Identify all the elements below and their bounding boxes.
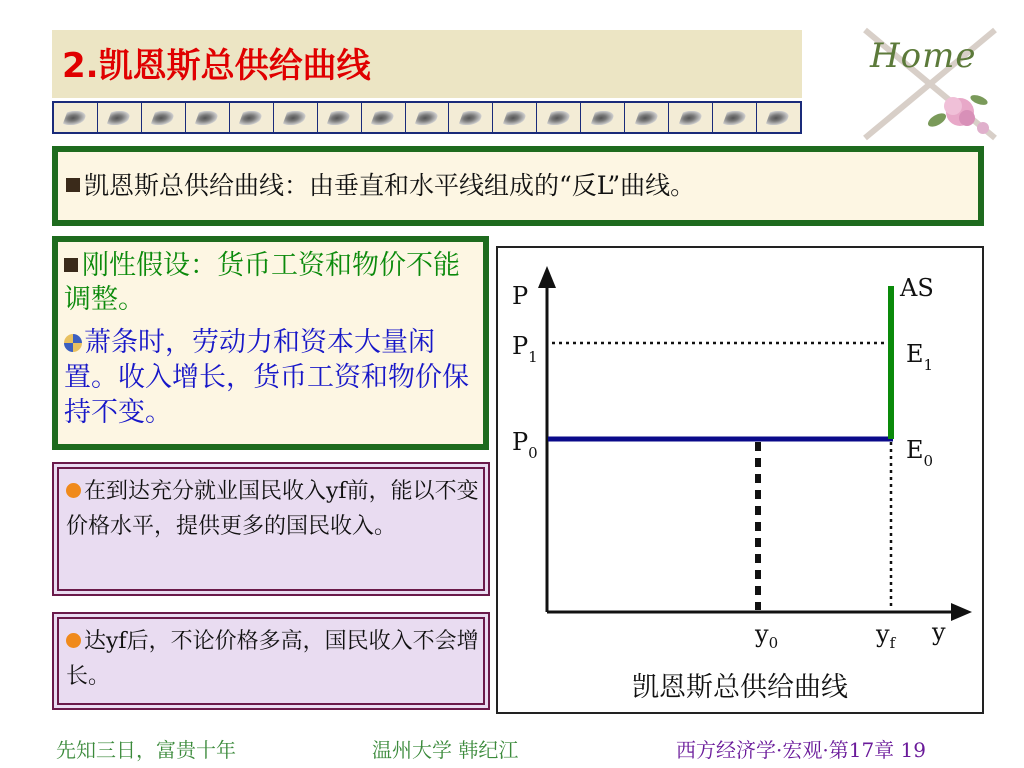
square-bullet-icon: [66, 178, 80, 192]
e0-main: E: [906, 436, 924, 464]
nav-cell[interactable]: [493, 103, 537, 132]
bird-icon: [63, 111, 88, 125]
depression-text: [64, 325, 484, 430]
y-axis-label: P: [512, 282, 529, 310]
footer-motto: 先知三日，富贵十年: [56, 738, 236, 762]
nav-cell[interactable]: [757, 103, 800, 132]
nav-cell[interactable]: [713, 103, 757, 132]
bird-icon: [327, 111, 352, 125]
slide-title: 2.凯恩斯总供给曲线: [62, 46, 371, 86]
bird-icon: [766, 111, 791, 125]
bird-icon: [722, 111, 747, 125]
nav-cell[interactable]: [274, 103, 318, 132]
as-curve-label: AS: [900, 274, 934, 302]
y-axis-arrow-icon: [538, 266, 556, 288]
square-bullet-icon: [64, 258, 78, 272]
p0-main: P: [512, 428, 529, 456]
note-label-1: 在到达充分就业国民收入yf前，能以不变价格水平，提供更多的国民收入。: [66, 479, 479, 539]
x-axis-arrow-icon: [951, 603, 972, 621]
nav-cell[interactable]: [186, 103, 230, 132]
x-axis-label: y: [932, 618, 946, 646]
globe-bullet-icon: [64, 334, 82, 352]
bird-icon: [634, 111, 659, 125]
bird-icon: [590, 111, 615, 125]
bird-icon: [414, 111, 439, 125]
depression-label: 萧条时，劳动力和资本大量闲置。收入增长，货币工资和物价保持不变。: [64, 327, 469, 428]
bird-icon: [151, 111, 176, 125]
yf-sub: f: [889, 634, 896, 652]
e1-label: [906, 340, 933, 374]
note-label-2: 达yf后，不论价格多高，国民收入不会增长。: [66, 629, 479, 689]
dot-bullet-icon: [66, 483, 81, 498]
footer-author: 温州大学 韩纪江: [372, 738, 519, 762]
bird-icon: [458, 111, 483, 125]
p1-label: [512, 332, 538, 366]
bird-icon: [546, 111, 571, 125]
as-chart: [496, 246, 984, 714]
bird-icon: [239, 111, 264, 125]
rose-icon: [926, 93, 989, 134]
nav-cell[interactable]: [98, 103, 142, 132]
p0-label: [512, 428, 538, 462]
p1-main: P: [512, 332, 529, 360]
yf-label: [875, 620, 897, 652]
chart-title: 凯恩斯总供给曲线: [632, 672, 848, 703]
nav-cell[interactable]: [449, 103, 493, 132]
nav-cell[interactable]: [142, 103, 186, 132]
y0-sub: 0: [768, 634, 779, 652]
bird-icon: [195, 111, 220, 125]
bird-icon: [107, 111, 132, 125]
bird-icon: [678, 111, 703, 125]
nav-cell[interactable]: [537, 103, 581, 132]
p0-sub: 0: [528, 444, 538, 462]
definition-label: 凯恩斯总供给曲线：由垂直和水平线组成的“反L”曲线。: [84, 171, 696, 200]
bird-icon: [283, 111, 308, 125]
bird-icon: [502, 111, 527, 125]
dot-bullet-icon: [66, 633, 81, 648]
note-text-2: [66, 624, 480, 694]
note-text-1: [66, 474, 480, 544]
y0-main: y: [755, 620, 769, 648]
e0-label: [906, 436, 933, 470]
nav-cell[interactable]: [362, 103, 406, 132]
e1-sub: 1: [923, 356, 934, 374]
nav-cell[interactable]: [54, 103, 98, 132]
bird-icon: [370, 111, 395, 125]
home-label[interactable]: Home: [870, 36, 977, 76]
nav-strip: [52, 101, 802, 134]
nav-cell[interactable]: [669, 103, 713, 132]
nav-cell[interactable]: [625, 103, 669, 132]
assumption-text: [64, 249, 484, 317]
footer-course: 西方经济学·宏观·第17章 19: [676, 738, 926, 762]
nav-cell[interactable]: [230, 103, 274, 132]
y0-label: [754, 620, 778, 652]
p1-sub: 1: [528, 348, 538, 366]
definition-text: [66, 166, 695, 202]
e1-main: E: [906, 340, 924, 368]
nav-cell[interactable]: [581, 103, 625, 132]
yf-main: y: [876, 620, 890, 648]
e0-sub: 0: [923, 452, 934, 470]
assumption-label: 刚性假设：货币工资和物价不能调整。: [64, 250, 460, 315]
nav-cell[interactable]: [406, 103, 450, 132]
nav-cell[interactable]: [318, 103, 362, 132]
